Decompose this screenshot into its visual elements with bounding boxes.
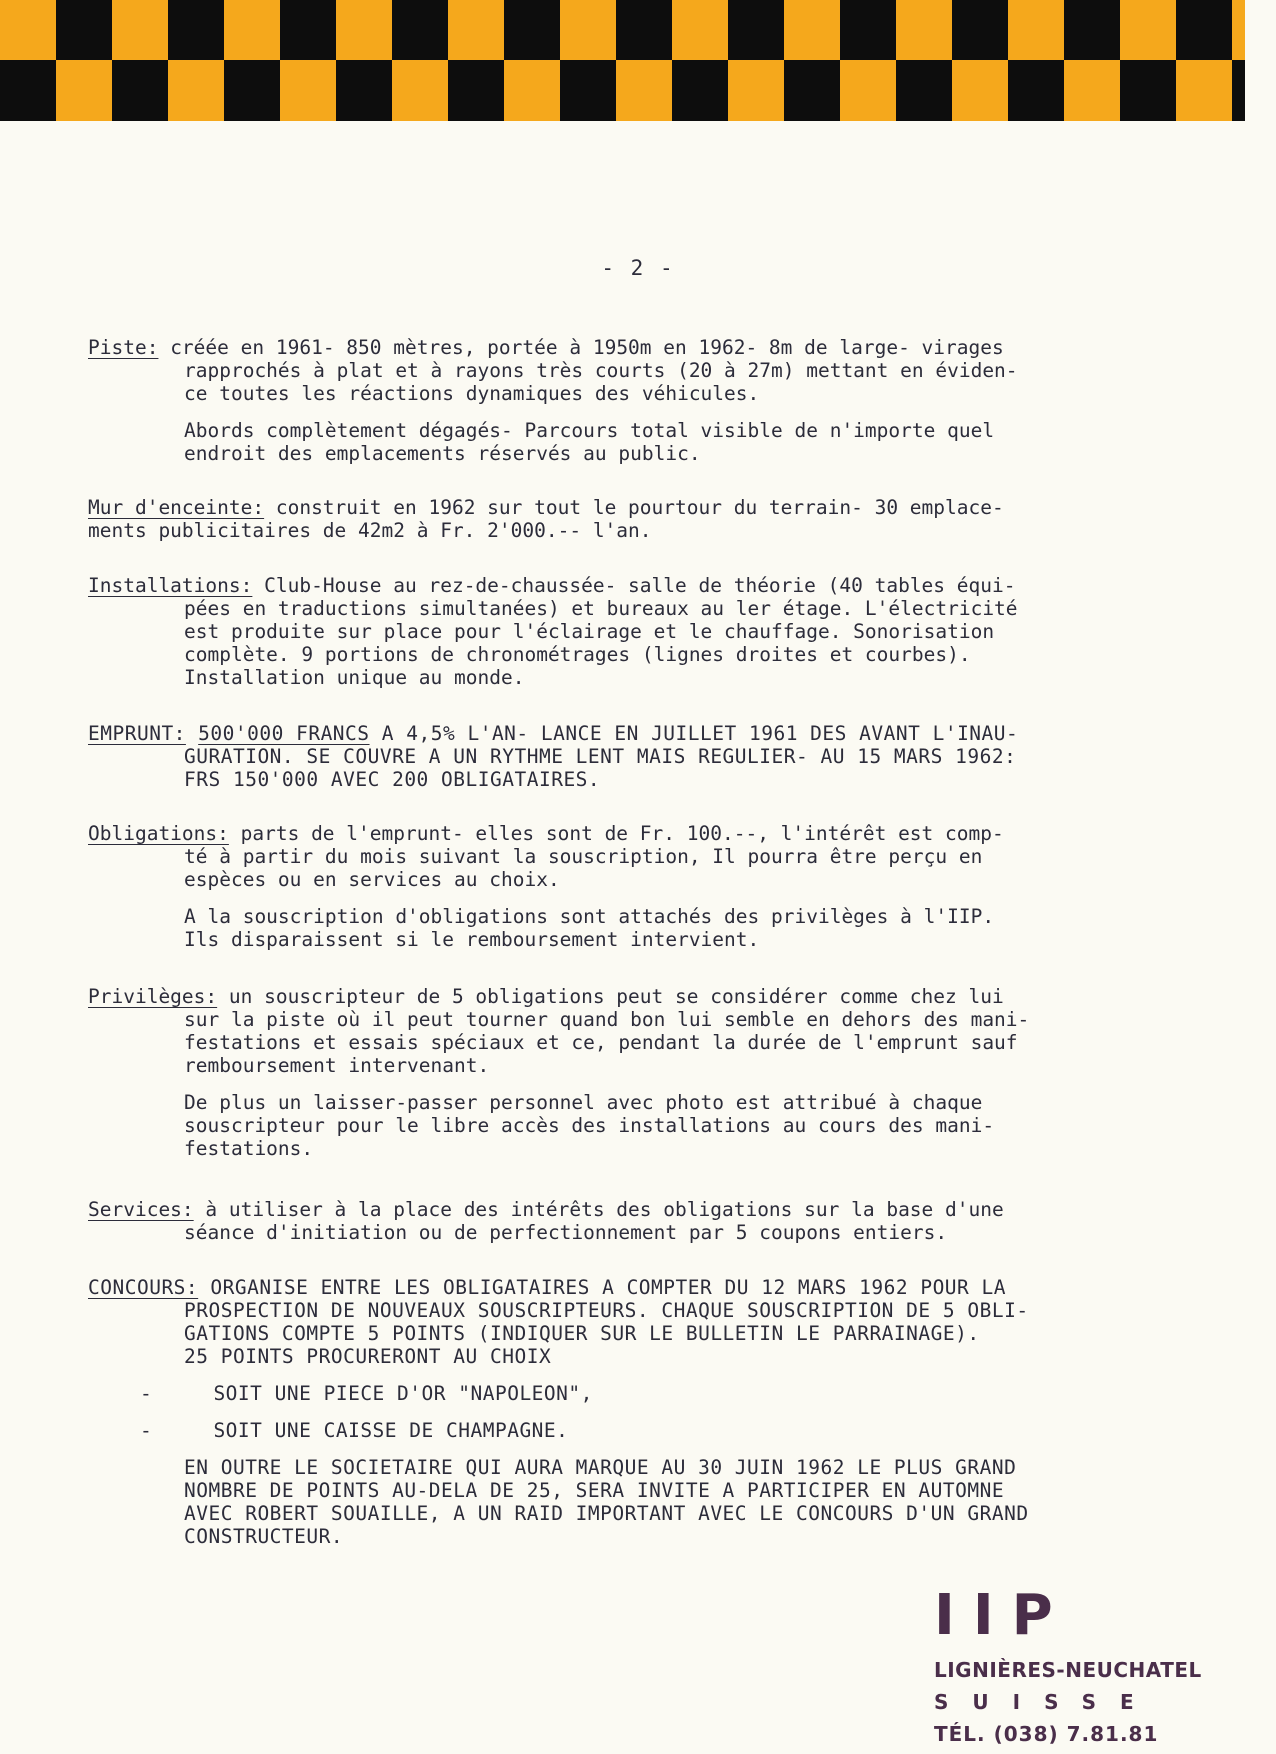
section-services: Services: à utiliser à la place des intérêts des obligations sur la base d'une séance d'initiation ou de perfectionnement par 5 coupons entiers. — [88, 1198, 1004, 1244]
checker-square — [1232, 0, 1245, 60]
checker-row-top — [0, 0, 1245, 60]
checker-square — [1176, 0, 1232, 60]
section-label: CONCOURS: — [88, 1276, 199, 1299]
section-obligations: Obligations: parts de l'emprunt- elles sont de Fr. 100.--, l'intérêt est comp- té à partir du mois suivant la souscription, Il pourra être perçu en espèces ou en services au choix. A la souscription d'obligations sont attachés des privilèges à l'IIP. Ils disparaissent si le remboursement intervient. — [88, 822, 1004, 951]
checker-square — [224, 60, 280, 121]
checker-square — [784, 60, 840, 121]
checker-square — [1176, 60, 1232, 121]
checker-square — [616, 0, 672, 60]
checker-square — [728, 60, 784, 121]
checker-square — [1008, 60, 1064, 121]
section-piste: Piste: créée en 1961- 850 mètres, portée à 1950m en 1962- 8m de large- virages rapprochés à plat et à rayons très courts (20 à 27m) mettant en éviden- ce toutes les réactions dynamiques des véhicules. Abords complètement dégagés- Parcours total visible de n'importe quel endroit des emplacements réservés au public. — [88, 336, 1018, 465]
checker-square — [672, 0, 728, 60]
checker-square — [1232, 60, 1245, 121]
checker-square — [952, 60, 1008, 121]
checker-square — [1008, 0, 1064, 60]
checker-square — [392, 60, 448, 121]
checker-square — [336, 0, 392, 60]
checker-square — [56, 0, 112, 60]
checker-square — [952, 0, 1008, 60]
checker-square — [224, 0, 280, 60]
checker-square — [504, 0, 560, 60]
checker-square — [560, 60, 616, 121]
checker-square — [840, 60, 896, 121]
checker-square — [112, 60, 168, 121]
checker-square — [504, 60, 560, 121]
section-installations: Installations: Club-House au rez-de-chaussée- salle de théorie (40 tables équi- pées en traductions simultanées) et bureaux au ler étage. L'électricité est produite sur place pour l'éclairage et le chauffage. Sonorisation complète. 9 portions de chronométrages (lignes droites et courbes). Installation unique au monde. — [88, 574, 1018, 689]
checker-square — [560, 0, 616, 60]
checker-square — [1064, 0, 1120, 60]
section-mur-enceinte: Mur d'enceinte: construit en 1962 sur tout le pourtour du terrain- 30 emplace- ments publicitaires de 42m2 à Fr. 2'000.-- l'an. — [88, 496, 1004, 542]
stamp-phone: TÉL. (038) 7.81.81 — [934, 1722, 1159, 1746]
company-stamp — [934, 1583, 1202, 1746]
checker-square — [672, 60, 728, 121]
checker-square — [280, 60, 336, 121]
section-privileges: Privilèges: un souscripteur de 5 obligations peut se considérer comme chez lui sur la piste où il peut tourner quand bon lui semble en dehors des mani- festations et essais spéciaux et ce, pendant la durée de l'emprunt sauf remboursement intervenant. De plus un laisser-passer personnel avec photo est attribué à chaque souscripteur pour le libre accès des installations au cours des mani- festations. — [88, 985, 1030, 1160]
checker-square — [56, 60, 112, 121]
section-label: Installations: — [88, 574, 253, 597]
section-emprunt: EMPRUNT: 500'000 FRANCS A 4,5% L'AN- LANCE EN JUILLET 1961 DES AVANT L'INAU- GURATION. SE COUVRE A UN RYTHME LENT MAIS REGULIER- AU 15 MARS 1962: FRS 150'000 AVEC 200 OBLIGATAIRES. — [88, 722, 1019, 791]
checker-square — [112, 0, 168, 60]
checker-square — [168, 60, 224, 121]
list-item: - SOIT UNE PIECE D'OR "NAPOLEON", — [140, 1382, 593, 1405]
section-concours: CONCOURS: ORGANISE ENTRE LES OBLIGATAIRES A COMPTER DU 12 MARS 1962 POUR LA PROSPECTION DE NOUVEAUX SOUSCRIPTEURS. CHAQUE SOUSCRIPTION DE 5 OBLI- GATIONS COMPTE 5 POINTS (INDIQUER SUR LE BULLETIN LE PARRAINAGE). 25 POINTS PROCURERONT AU CHOIX - SOIT UNE PIECE D'OR "NAPOLEON", - SOIT UNE CAISSE DE CHAMPAGNE. EN OUTRE LE SOCIETAIRE QUI AURA MARQUE AU 30 JUIN 1962 LE PLUS GRAND NOMBRE DE POINTS AU-DELA DE 25, SERA INVITE A PARTICIPER EN AUTOMNE AVEC ROBERT SOUAILLE, A UN RAID IMPORTANT AVEC LE CONCOURS D'UN GRAND CONSTRUCTEUR. — [88, 1276, 1168, 1548]
stamp-city: LIGNIÈRES-NEUCHATEL — [934, 1658, 1202, 1682]
section-label: Mur d'enceinte: — [88, 496, 265, 519]
checker-square — [1120, 0, 1176, 60]
checkered-banner — [0, 0, 1245, 121]
section-label: Piste: — [88, 336, 159, 359]
section-label: EMPRUNT: — [88, 722, 186, 745]
banner-edge — [1245, 0, 1276, 121]
checker-square — [896, 60, 952, 121]
checker-square — [896, 0, 952, 60]
checker-square — [168, 0, 224, 60]
checker-square — [392, 0, 448, 60]
checker-square — [1120, 60, 1176, 121]
section-label: Obligations: — [88, 822, 229, 845]
checker-square — [280, 0, 336, 60]
checker-square — [728, 0, 784, 60]
emprunt-amount: 500'000 FRANCS — [198, 722, 370, 745]
stamp-country: SUISSE — [934, 1690, 1158, 1714]
checker-square — [0, 0, 56, 60]
checker-square — [840, 0, 896, 60]
section-label: Services: — [88, 1198, 194, 1221]
list-item: - SOIT UNE CAISSE DE CHAMPAGNE. — [140, 1419, 569, 1442]
checker-square — [448, 60, 504, 121]
checker-square — [616, 60, 672, 121]
checker-square — [448, 0, 504, 60]
checker-square — [0, 60, 56, 121]
checker-square — [336, 60, 392, 121]
checker-square — [1064, 60, 1120, 121]
page-number: - 2 - — [601, 256, 675, 280]
checker-square — [784, 0, 840, 60]
section-label: Privilèges: — [88, 985, 218, 1008]
iip-logo: IIP — [934, 1583, 1071, 1648]
checker-row-bottom — [0, 60, 1245, 121]
